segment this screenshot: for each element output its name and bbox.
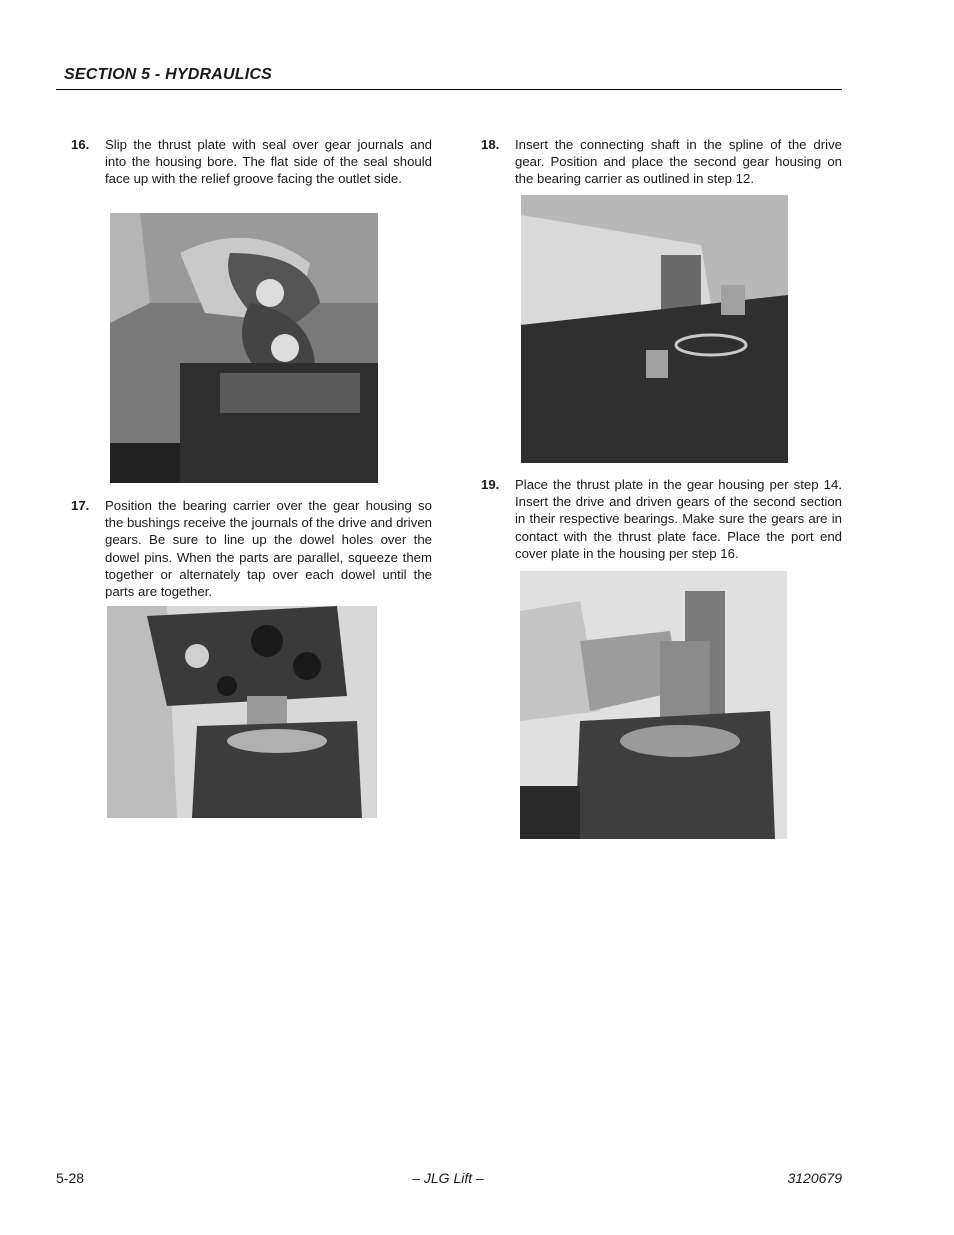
document-number: 3120679 — [787, 1170, 842, 1186]
step-17 — [71, 497, 433, 601]
photo-bearing-carrier — [107, 606, 377, 818]
step-19 — [481, 476, 843, 564]
header-divider — [56, 89, 842, 90]
photo-thrust-plate — [110, 213, 378, 483]
photo-connecting-shaft — [521, 195, 788, 463]
step-number: 17. — [71, 498, 90, 513]
step-number: 19. — [481, 477, 500, 492]
footer-brand: – JLG Lift – — [412, 1170, 484, 1186]
step-18 — [481, 136, 843, 188]
photo-drive-gears — [520, 571, 787, 839]
step-text: Position the bearing carrier over the gear housing so the bushings receive the journals of the drive and driven gears. Be sure to line up the dowel holes over the dowel pins. When the parts are parallel, squeeze them together or alternately tap over each dowel until the parts are together. — [105, 498, 432, 600]
page-number: 5-28 — [56, 1170, 85, 1186]
step-text: Place the thrust plate in the gear housing per step 14. Insert the drive and driven gears of the second section in their respective bearings. Make sure the gears are in contact with the thrust plate face. Place the port end cover plate in the housing per step 16. — [515, 477, 842, 561]
section-title: SECTION 5 - HYDRAULICS — [64, 66, 272, 83]
step-text: Insert the connecting shaft in the spline of the drive gear. Position and place the second gear housing on the bearing carrier as outlined in step 12. — [515, 137, 842, 187]
step-number: 16. — [71, 137, 90, 152]
step-number: 18. — [481, 137, 500, 152]
step-text: Slip the thrust plate with seal over gear journals and into the housing bore. The flat side of the seal should face up with the relief groove facing the outlet side. — [105, 137, 432, 187]
step-16 — [71, 136, 433, 206]
